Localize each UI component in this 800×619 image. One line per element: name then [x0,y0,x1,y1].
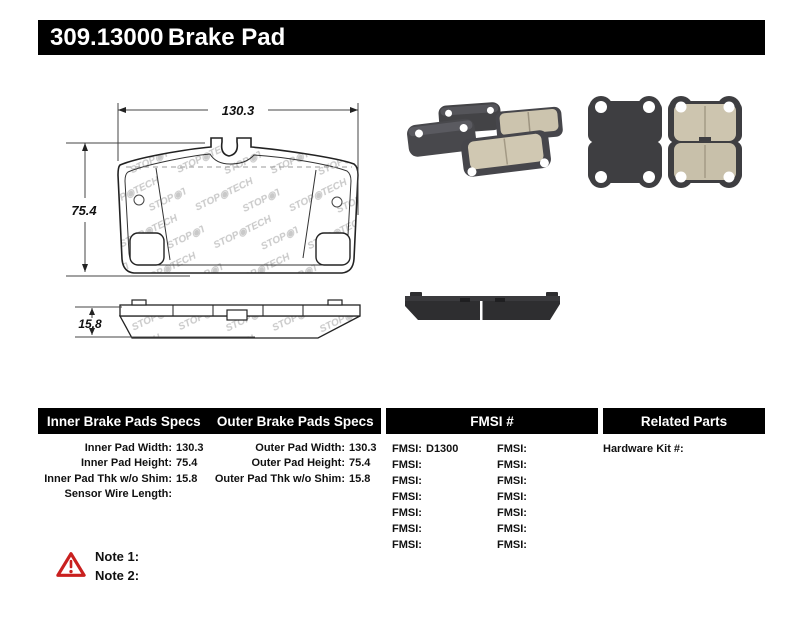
spec-row: Outer Pad Thk w/o Shim: 15.8 [214,472,371,485]
fmsi-row: FMSI: [497,523,527,535]
fmsi-row: FMSI: [392,459,422,471]
spec-row: Inner Pad Height: 75.4 [80,457,198,470]
pad-side-view-drawing [60,280,390,360]
outer-specs-column [212,441,377,487]
related-row: Hardware Kit #: [603,443,684,455]
pad-cutout [316,233,350,265]
brake-pads-angled-photo [400,90,575,195]
spec-row: Inner Pad Width: 130.3 [84,442,204,454]
note-1-label: Note 1: [95,549,140,564]
arrowhead [82,143,88,151]
center-tab-profile [227,310,247,320]
fmsi-row: FMSI: D1300 [392,443,459,455]
arrowhead [89,308,95,315]
height-dimension-label: 75.4 [71,203,97,218]
arrowhead [350,107,358,113]
part-number: 309.13000 [50,24,164,51]
fmsi-row: FMSI: [497,491,527,503]
brake-pad-edge-photo [400,288,565,328]
fmsi-row: FMSI: [497,507,527,519]
brake-pads-flat-photo [580,85,760,200]
inner-specs-column [38,441,204,503]
sensor-hole [134,195,144,205]
spec-row: Inner Pad Thk w/o Shim: 15.8 [44,472,198,485]
pad-cutout [130,233,164,265]
fmsi-row: FMSI: [497,443,527,455]
note-2-label: Note 2: [95,568,140,583]
page-title: Brake Pad [167,24,286,51]
spec-row: Outer Pad Height: 75.4 [251,457,371,470]
inner-specs-header: Inner Brake Pads Specs [46,413,201,429]
warning-triangle-icon [56,551,86,578]
clip-tab [328,300,342,305]
outer-specs-header: Outer Brake Pads Specs [216,413,374,429]
thickness-dimension-label: 15.8 [78,317,102,331]
pad-friction [668,137,742,188]
spec-row: Sensor Wire Length: [64,488,172,501]
fmsi-column-b [497,441,531,553]
fmsi-row: FMSI: [497,475,527,487]
arrowhead [82,264,88,272]
fmsi-table-header: FMSI # [386,408,598,434]
clip-tab [132,300,146,305]
pad-back [588,137,662,188]
fmsi-row: FMSI: [392,507,422,519]
fmsi-row: FMSI: [392,475,422,487]
width-dimension-label: 130.3 [221,103,255,118]
related-parts-column [603,441,688,457]
arrowhead [118,107,126,113]
spec-row: Outer Pad Width: 130.3 [255,442,377,454]
title-bar [38,20,765,55]
fmsi-column-a [392,441,458,553]
sensor-hole [332,197,342,207]
fmsi-row: FMSI: [392,539,422,551]
specs-table-header [38,408,381,434]
related-parts-header: Related Parts [603,408,765,434]
fmsi-row: FMSI: [392,491,422,503]
fmsi-row: FMSI: [392,523,422,535]
fmsi-row: FMSI: [497,459,527,471]
fmsi-row: FMSI: [497,539,527,551]
